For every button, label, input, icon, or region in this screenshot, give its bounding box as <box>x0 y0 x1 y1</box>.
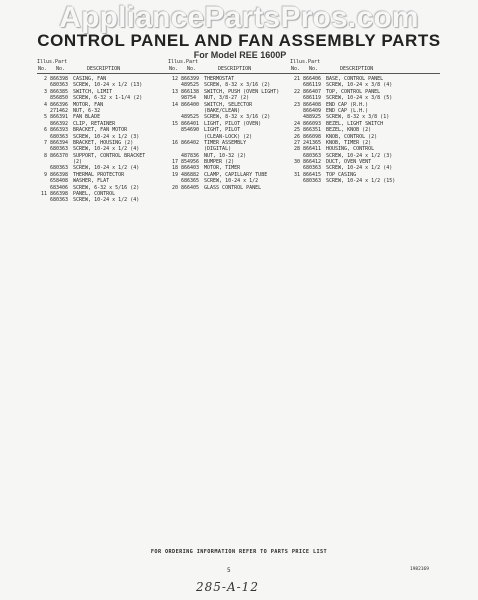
header-part-no: No. <box>309 66 319 72</box>
illus-no: 5 <box>43 114 47 121</box>
part-number: 866351 <box>303 127 322 134</box>
part-description: BEZEL, KNOB (2) <box>326 127 372 134</box>
part-description: BEZEL, LIGHT SWITCH <box>326 120 384 127</box>
part-number: 866393 <box>50 127 69 134</box>
illus-no: 4 <box>43 101 47 108</box>
part-number: 680363 <box>303 165 322 172</box>
handwritten-note: 285-A-12 <box>196 580 259 594</box>
part-number: 866405 <box>181 184 200 191</box>
part-description: SCREW, 8-32 x 3/8 (1) <box>326 114 390 121</box>
part-number: 866415 <box>303 171 322 178</box>
part-description: MOTOR, TIMER <box>204 165 241 172</box>
part-number: 680363 <box>303 178 322 185</box>
part-number: 866399 <box>181 76 200 82</box>
illus-no: 9 <box>43 171 47 178</box>
part-number: 686119 <box>303 82 322 89</box>
header-description: DESCRIPTION <box>218 66 252 72</box>
part-number: 866403 <box>181 165 200 172</box>
part-description: CLIP, RETAINER <box>73 120 116 127</box>
part-number: 866396 <box>50 101 69 108</box>
part-description: CASING, FAN <box>73 76 107 82</box>
illus-no: 18 <box>171 165 178 172</box>
part-description: SCREW, 10-24 x 1/2 <box>204 178 259 185</box>
illus-no: 2 <box>43 76 47 82</box>
part-description: THERMOSTAT <box>204 76 235 82</box>
parts-list <box>168 76 292 191</box>
header-no: No. <box>291 66 301 72</box>
part-description: HOUSING, CONTROL <box>326 146 375 153</box>
part-number: 680363 <box>50 197 69 204</box>
part-number: 866408 <box>303 101 322 108</box>
part-number: 866394 <box>50 139 69 146</box>
part-description: SCREW, 10-24 x 3/8 (5) <box>326 95 393 102</box>
part-description: TIMER ASSEMBLY <box>204 139 247 146</box>
part-description: LIGHT, PILOT <box>204 127 241 134</box>
page-subtitle: For Model REE 1600P <box>193 50 287 60</box>
part-description: THERMAL PROTECTOR <box>73 171 125 178</box>
page-number: 5 <box>227 567 231 574</box>
part-number: 488925 <box>303 114 322 121</box>
part-number: 866138 <box>181 88 200 95</box>
illus-no: 3 <box>43 88 47 95</box>
part-description: WASHER, FLAT <box>73 178 110 185</box>
part-description: SCREW, 10-24 x 1/2 (4) <box>326 165 393 172</box>
part-number: 489525 <box>181 82 200 89</box>
part-description: NUT, 6-32 <box>73 107 101 114</box>
illus-no: 23 <box>293 101 300 108</box>
illus-no: 21 <box>293 76 300 82</box>
ordering-note: FOR ORDERING INFORMATION REFER TO PARTS PRICE LIST <box>150 549 328 555</box>
part-number: 866411 <box>303 146 322 153</box>
part-description: SWITCH, PUSH (OVEN LIGHT) <box>204 88 280 95</box>
part-description: CLAMP, CAPILLARY TUBE <box>204 171 268 178</box>
part-number: 866391 <box>50 114 69 121</box>
parts-column-1 <box>37 58 172 204</box>
column-header <box>290 58 440 74</box>
illus-no: 11 <box>40 191 47 198</box>
part-number: 866398 <box>50 191 69 198</box>
part-description: BRACKET, HOUSING (2) <box>73 139 134 146</box>
part-number: 854690 <box>181 127 200 134</box>
part-number: 866093 <box>303 120 322 127</box>
part-number: 683406 <box>50 184 69 191</box>
part-number: 98754 <box>181 95 197 102</box>
illus-no: 30 <box>293 159 300 166</box>
part-description: BASE, CONTROL PANEL <box>326 76 384 82</box>
part-number: 680363 <box>303 152 322 159</box>
part-description: SCREW, 10-24 x 1/2 (3) <box>326 152 393 159</box>
illus-no: 8 <box>43 152 47 159</box>
part-row <box>37 197 172 203</box>
header-part-no: No. <box>56 66 66 72</box>
part-description: NUT, 10-32 (2) <box>204 152 247 159</box>
header-no: No. <box>169 66 179 72</box>
part-description: KNOB, CONTROL (2) <box>326 133 378 140</box>
page-title: CONTROL PANEL AND FAN ASSEMBLY PARTS <box>37 31 441 50</box>
illus-no: 7 <box>43 139 47 146</box>
illus-no: 19 <box>171 171 178 178</box>
part-description: SCREW, 8-32 x 3/16 (2) <box>204 82 271 89</box>
illus-no: 27 <box>293 139 300 146</box>
illus-no: 13 <box>171 88 178 95</box>
part-description: SCREW, 10-24 x 1/2 (13) <box>73 82 143 89</box>
column-header <box>37 58 172 74</box>
header-description: DESCRIPTION <box>340 66 374 72</box>
part-description: BRACKET, FAN MOTOR <box>73 127 128 134</box>
part-number: 680363 <box>50 146 69 153</box>
part-description: (CLEAN-LOCK) (2) <box>204 133 253 140</box>
part-description: DUCT, OVEN VENT <box>326 159 372 166</box>
part-description: SCREW, 10-24 x 1/2 (4) <box>73 146 140 153</box>
illus-no: 28 <box>293 146 300 153</box>
header-illus: Illus. <box>37 59 56 65</box>
part-number: 271462 <box>50 107 69 114</box>
part-description: SCREW, 10-24 x 1/2 (3) <box>73 133 140 140</box>
illus-no: 16 <box>171 139 178 146</box>
part-number: 866392 <box>50 120 69 127</box>
part-description: (DIGITAL) <box>204 146 232 153</box>
part-number: 854956 <box>181 159 200 166</box>
column-header <box>168 58 292 74</box>
part-description: KNOB, TIMER (2) <box>326 139 372 146</box>
part-description: SCREW, 10-24 x 1/2 (4) <box>73 197 140 204</box>
parts-column-3 <box>290 58 440 185</box>
part-description: FAN BLADE <box>73 114 101 121</box>
part-description: SCREW, 10-24 x 1/2 (15) <box>326 178 396 185</box>
header-part-no: No. <box>187 66 197 72</box>
part-number: 866406 <box>303 76 322 82</box>
header-illus: Illus. <box>290 59 309 65</box>
part-description: GLASS CONTROL PANEL <box>204 184 262 191</box>
illus-no: 17 <box>171 159 178 166</box>
part-number: 866400 <box>181 101 200 108</box>
part-row <box>168 185 292 191</box>
part-description: SCREW, 8-32 x 3/16 (2) <box>204 114 271 121</box>
part-description: LIGHT, PILOT (OVEN) <box>204 120 262 127</box>
part-description: SCREW, 6-32 x 5/16 (2) <box>73 184 140 191</box>
part-description: SWITCH, SELECTOR <box>204 101 253 108</box>
illus-no: 15 <box>171 120 178 127</box>
parts-list <box>37 76 172 204</box>
part-number: 486882 <box>181 171 200 178</box>
part-number: 866370 <box>50 152 69 159</box>
part-description: SWITCH, LIMIT <box>73 88 113 95</box>
part-number: 856850 <box>50 95 69 102</box>
part-number: 680363 <box>50 82 69 89</box>
part-number: 487836 <box>181 152 200 159</box>
part-number: 866398 <box>50 76 69 82</box>
part-description: (BAKE/CLEAN) <box>204 107 241 114</box>
header-no: No. <box>38 66 48 72</box>
part-description: TOP CASING <box>326 171 357 178</box>
illus-no: 22 <box>293 88 300 95</box>
header-illus: Illus. <box>168 59 187 65</box>
part-description: END CAP (L.H.) <box>326 107 369 114</box>
illus-no: 31 <box>293 171 300 178</box>
illus-no: 25 <box>293 127 300 134</box>
watermark: AppliancePartsPros.com <box>59 1 419 34</box>
part-description: NUT, 3/8-27 (2) <box>204 95 250 102</box>
illus-no: 6 <box>43 127 47 134</box>
part-number: 866098 <box>303 133 322 140</box>
illus-no: 26 <box>293 133 300 140</box>
header-description: DESCRIPTION <box>87 66 121 72</box>
illus-no: 14 <box>171 101 178 108</box>
header-part: Part <box>55 59 68 65</box>
document-code: 1982169 <box>410 567 429 572</box>
part-description: (2) <box>73 159 83 166</box>
part-number: 866412 <box>303 159 322 166</box>
part-description: END CAP (R.H.) <box>326 101 369 108</box>
illus-no: 20 <box>171 184 178 191</box>
part-row <box>290 178 440 184</box>
part-number: 680363 <box>50 165 69 172</box>
part-description: TOP, CONTROL PANEL <box>326 88 381 95</box>
parts-column-2 <box>168 58 292 191</box>
part-number: 866407 <box>303 88 322 95</box>
part-number: 686119 <box>303 95 322 102</box>
part-description: SCREW, 10-24 x 1/2 (4) <box>73 165 140 172</box>
part-number: 866409 <box>303 107 322 114</box>
part-number: 658408 <box>50 178 69 185</box>
header-part: Part <box>186 59 199 65</box>
illus-no: 24 <box>293 120 300 127</box>
part-description: SCREW, 6-32 x 1-1/4 (2) <box>73 95 143 102</box>
illus-no: 12 <box>171 76 178 82</box>
part-number: 489525 <box>181 114 200 121</box>
part-description: BUMPER (2) <box>204 159 235 166</box>
part-number: 686365 <box>181 178 200 185</box>
part-description: MOTOR, FAN <box>73 101 104 108</box>
part-number: 866401 <box>181 120 200 127</box>
part-number: 866385 <box>50 88 69 95</box>
header-part: Part <box>308 59 321 65</box>
part-number: 680363 <box>50 133 69 140</box>
part-description: SUPPORT, CONTROL BRACKET <box>73 152 146 159</box>
part-number: 866402 <box>181 139 200 146</box>
parts-list <box>290 76 440 185</box>
part-number: 241365 <box>303 139 322 146</box>
part-description: PANEL, CONTROL <box>73 191 116 198</box>
part-number: 866398 <box>50 171 69 178</box>
part-description: SCREW, 10-24 x 3/8 (4) <box>326 82 393 89</box>
